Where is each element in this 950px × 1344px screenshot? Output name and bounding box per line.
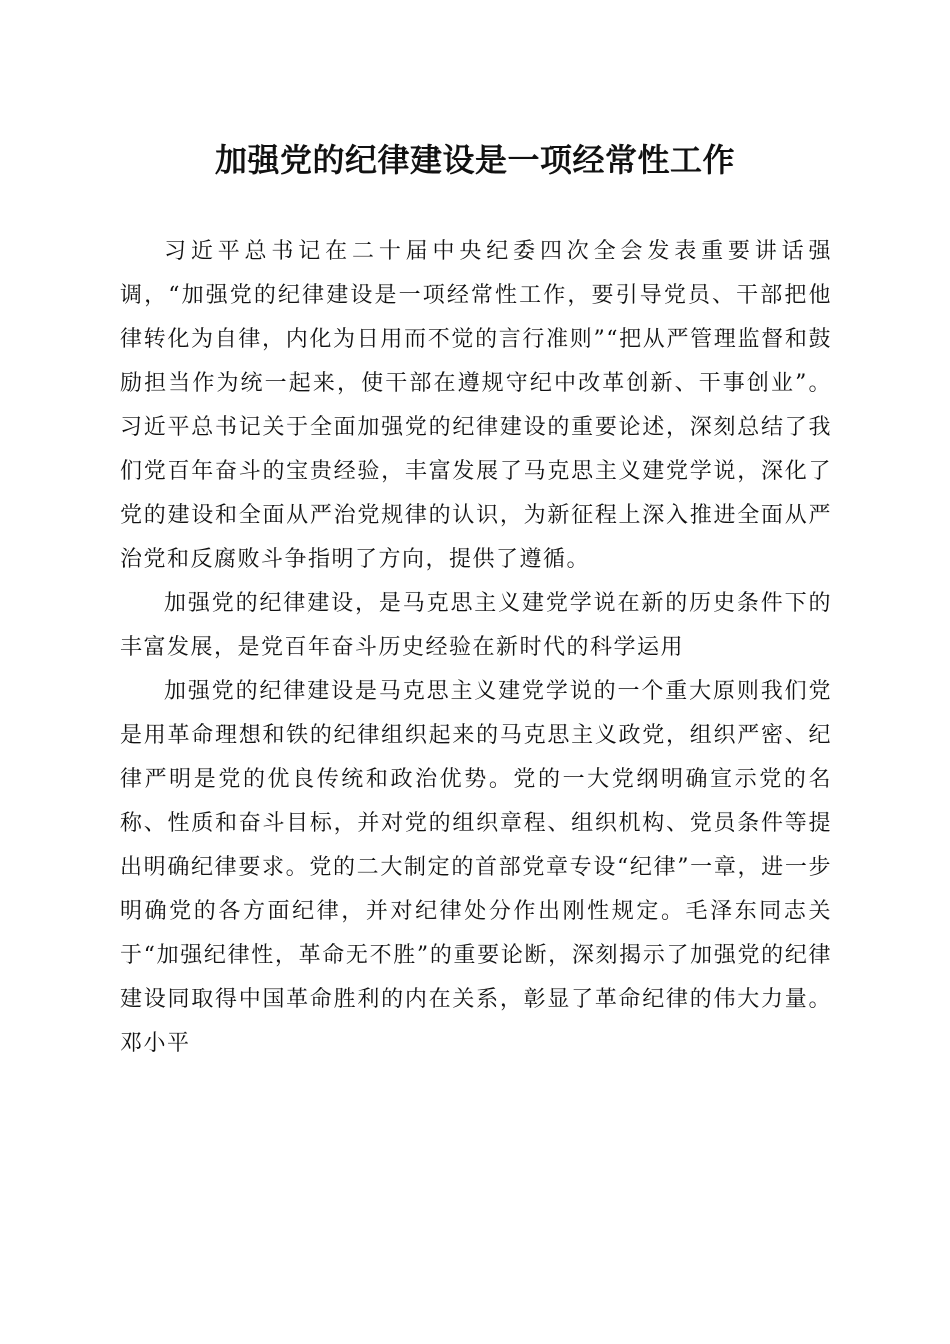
paragraph-2: 加强党的纪律建设，是马克思主义建党学说在新的历史条件下的丰富发展，是党百年奋斗历史经验在新时代的科学运用 <box>120 591 832 660</box>
document-title: 加强党的纪律建设是一项经常性工作 <box>214 141 735 179</box>
document-body <box>120 230 832 1066</box>
paragraph-1: 习近平总书记在二十届中央纪委四次全会发表重要讲话强调，“加强党的纪律建设是一项经常性工作，要引导党员、干部把他律转化为自律，内化为日用而不觉的言行准则”“把从严管理监督和鼓励担当作为统一起来，使干部在遵规守纪中改革创新、干事创业”。习近平总书记关于全面加强党的纪律建设的重要论述，深刻总结了我们党百年奋斗的宝贵经验，丰富发展了马克思主义建党学说，深化了党的建设和全面从严治党规律的认识，为新征程上深入推进全面从严治党和反腐败斗争指明了方向，提供了遵循。 <box>120 239 832 572</box>
paragraph-3: 加强党的纪律建设是马克思主义建党学说的一个重大原则我们党是用革命理想和铁的纪律组织起来的马克思主义政党，组织严密、纪律严明是党的优良传统和政治优势。党的一大党纲明确宣示党的名称、性质和奋斗目标，并对党的组织章程、组织机构、党员条件等提出明确纪律要求。党的二大制定的首部党章专设“纪律”一章，进一步明确党的各方面纪律，并对纪律处分作出刚性规定。毛泽东同志关于“加强纪律性，革命无不胜”的重要论断，深刻揭示了加强党的纪律建设同取得中国革命胜利的内在关系，彰显了革命纪律的伟大力量。邓小平 <box>120 679 832 1056</box>
